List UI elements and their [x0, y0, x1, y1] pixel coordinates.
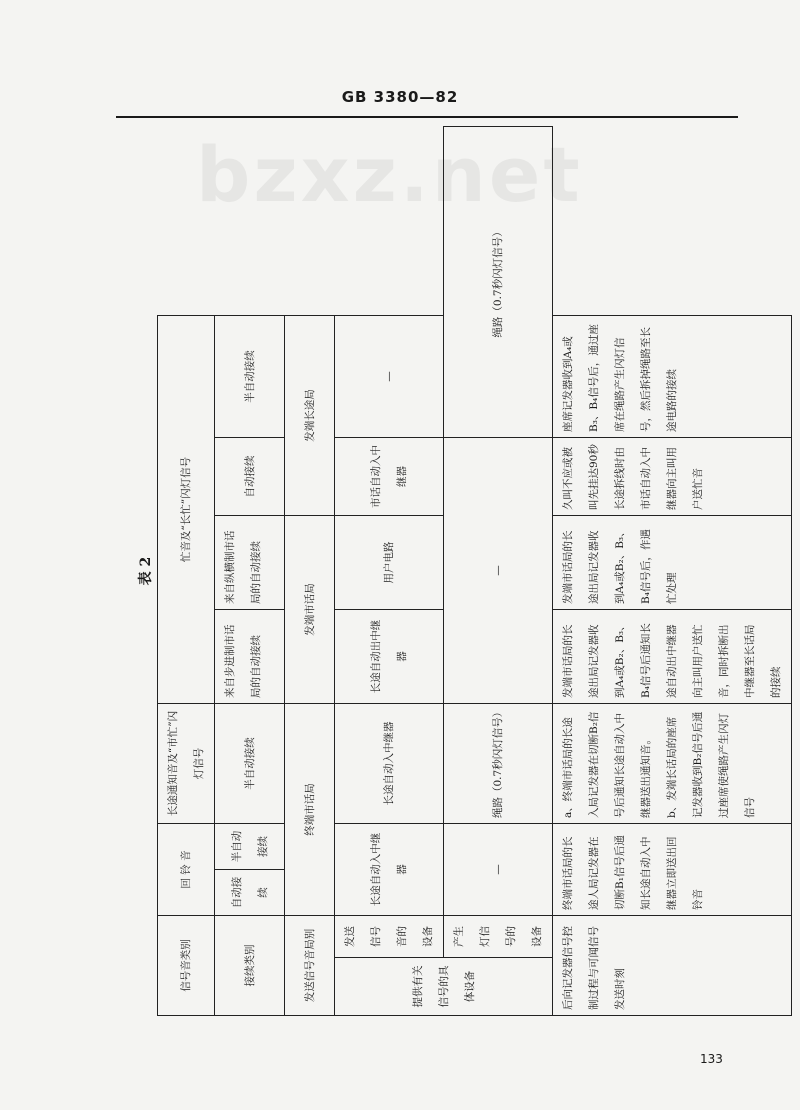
label-sending-office: 发送信号音局别: [285, 916, 335, 1016]
connection-cell: 自动接续: [215, 870, 285, 916]
rotated-table-block: [135, 126, 782, 1016]
device-cell: 用户电路: [335, 516, 444, 610]
device-cell: 长途自动出中继器: [335, 610, 444, 704]
page-number: 133: [700, 1052, 723, 1066]
office-cell: 发端长途局: [285, 316, 335, 516]
flash-cell: —: [444, 824, 553, 916]
table-row: [444, 127, 553, 1016]
connection-cell: 半自动接续: [215, 824, 285, 870]
timing-cell: [553, 704, 792, 824]
device-cell: 长途自动入中继器: [335, 824, 444, 916]
timing-cell: 终端市话局的长途人局记发器在切断B₁信号后通知长途自动入中继器立即送出回铃音: [553, 824, 792, 916]
device-cell: 市话自动入中继器: [335, 438, 444, 516]
table-row: [158, 127, 215, 1016]
label-tone-equipment: 发送信号音的设备: [335, 916, 444, 958]
office-cell: 终端市话局: [285, 704, 335, 916]
flash-cell: 绳路（0.7秒闪灯信号）: [444, 704, 553, 824]
flash-cell: —: [444, 438, 553, 704]
connection-cell: 来自纵横制市话局的自动接续: [215, 516, 285, 610]
header-rule: [116, 116, 738, 118]
table-caption: 表 2: [138, 556, 154, 586]
group-long-busy: 忙音及“长忙”闪灯信号: [158, 316, 215, 704]
device-cell: 长途自动入中继器: [335, 704, 444, 824]
connection-cell: 自动接续: [215, 438, 285, 516]
table-row: [215, 127, 285, 1016]
group-city-busy: 长途通知音及“市忙”闪灯信号: [158, 704, 215, 824]
connection-cell: 半自动接续: [215, 316, 285, 438]
timing-cell: 座席记发器收到A₄或B₃、B₄信号后，通过座席在绳路产生闪灯信号，然后拆掉绳路至长途电路的接续: [553, 316, 792, 438]
flash-cell: 绳路（0.7秒闪灯信号）: [444, 127, 553, 438]
connection-cell: 来自步进制市话局的自动接续: [215, 610, 285, 704]
timing-note-a: a、终端市话局的长途入局记发器在切断B₂信号后通知长途自动入中继器送出通知音。: [562, 711, 652, 818]
timing-cell: 发端市话局的长途出局记发器收到A₄或B₂、B₃、B₄信号后，作遇忙处理: [553, 516, 792, 610]
group-ringback: 回 铃 音: [158, 824, 215, 916]
timing-note-b: b、发端长话局的座席记发器收到B₂信号后通过座席使绳路产生闪灯信号: [666, 711, 756, 818]
label-related-equipment: 提供有关信号的具体设备: [335, 958, 553, 1016]
label-connection-type: 接续类别: [215, 916, 285, 1016]
timing-cell: 久叫不应或被叫先挂达90秒长途拆线时由市话自动入中继器向主叫用户送忙音: [553, 438, 792, 516]
label-signal-tone-type: 信号音类别: [158, 916, 215, 1016]
connection-cell: 半自动接续: [215, 704, 285, 824]
table-row: [553, 127, 792, 1016]
office-cell: 发端市话局: [285, 516, 335, 704]
watermark: bzxz.net: [196, 130, 583, 219]
device-cell: —: [335, 316, 444, 438]
table-row: [285, 127, 335, 1016]
label-timing: 后向记发器信号控制过程与可闻信号发送时刻: [553, 916, 792, 1016]
signal-table: [157, 126, 792, 1016]
timing-cell: 发端市话局的长途出局记发器收到A₄或B₂、B₃、B₄信号后通知长途自动出中继器向主叫用户送忙音，同时拆断出中继器至长话局的接续: [553, 610, 792, 704]
table-row: [335, 127, 444, 1016]
label-flash-equipment: 产生灯信号的设备: [444, 916, 553, 958]
standard-number: GB 3380—82: [341, 88, 459, 106]
